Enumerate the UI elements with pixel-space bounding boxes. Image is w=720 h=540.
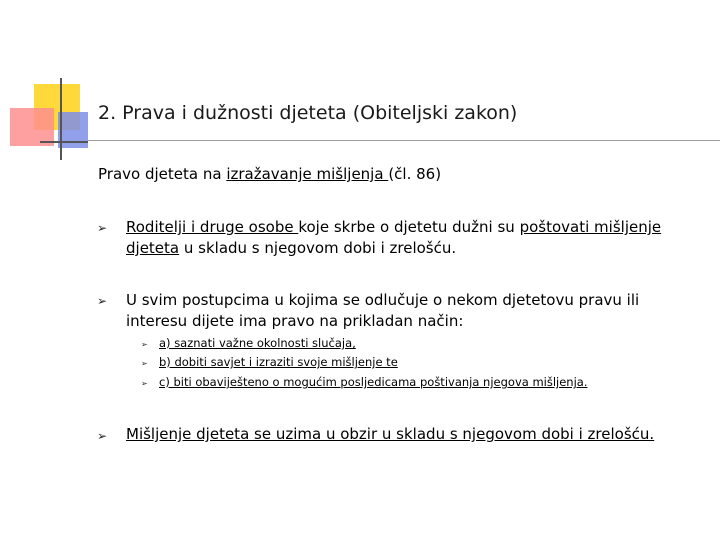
bullet-1-part-1: Roditelji i druge osobe xyxy=(126,218,299,236)
sub-item-b: b) dobiti savjet i izraziti svoje mišljenje te xyxy=(159,355,398,369)
sub-item-c: c) biti obaviješteno o mogućim posljedicama poštivanja njegova mišljenja. xyxy=(159,375,588,389)
bullet-arrow-icon: ➢ xyxy=(97,429,108,443)
subtitle-emphasis: izražavanje mišljenja xyxy=(226,165,389,183)
slide-title: 2. Prava i dužnosti djeteta (Obiteljski zakon) xyxy=(98,102,518,124)
sub-bullet-arrow-icon: ➢ xyxy=(141,379,148,388)
bullet-text-1 xyxy=(126,217,716,259)
bullet-arrow-icon: ➢ xyxy=(97,221,108,235)
bullet-1-part-4: u skladu s njegovom dobi i zrelošću. xyxy=(179,239,457,257)
subtitle-prefix: Pravo djeteta na xyxy=(98,165,227,183)
decor-vertical-line xyxy=(60,78,62,160)
decor-horizontal-line-short xyxy=(40,141,88,143)
title-divider-line xyxy=(88,140,720,141)
bullet-text-2: U svim postupcima u kojima se odlučuje o nekom djetetovu pravu ili interesu dijete ima pravo na prikladan način: xyxy=(126,291,640,330)
sub-item-a: a) saznati važne okolnosti slučaja, xyxy=(159,336,356,350)
bullet-arrow-icon: ➢ xyxy=(97,294,108,308)
sub-bullet-arrow-icon: ➢ xyxy=(141,359,148,368)
bullet-1-part-2: koje skrbe o djetetu dužni su xyxy=(298,218,520,236)
slide-subtitle xyxy=(98,165,441,183)
subtitle-suffix: (čl. 86) xyxy=(388,165,442,183)
bullet-1-part-3: poštovati mišljenje djeteta xyxy=(126,218,662,257)
sub-bullet-arrow-icon: ➢ xyxy=(141,340,148,349)
bullet-text-3: Mišljenje djeteta se uzima u obzir u skladu s njegovom dobi i zrelošću. xyxy=(126,425,655,443)
